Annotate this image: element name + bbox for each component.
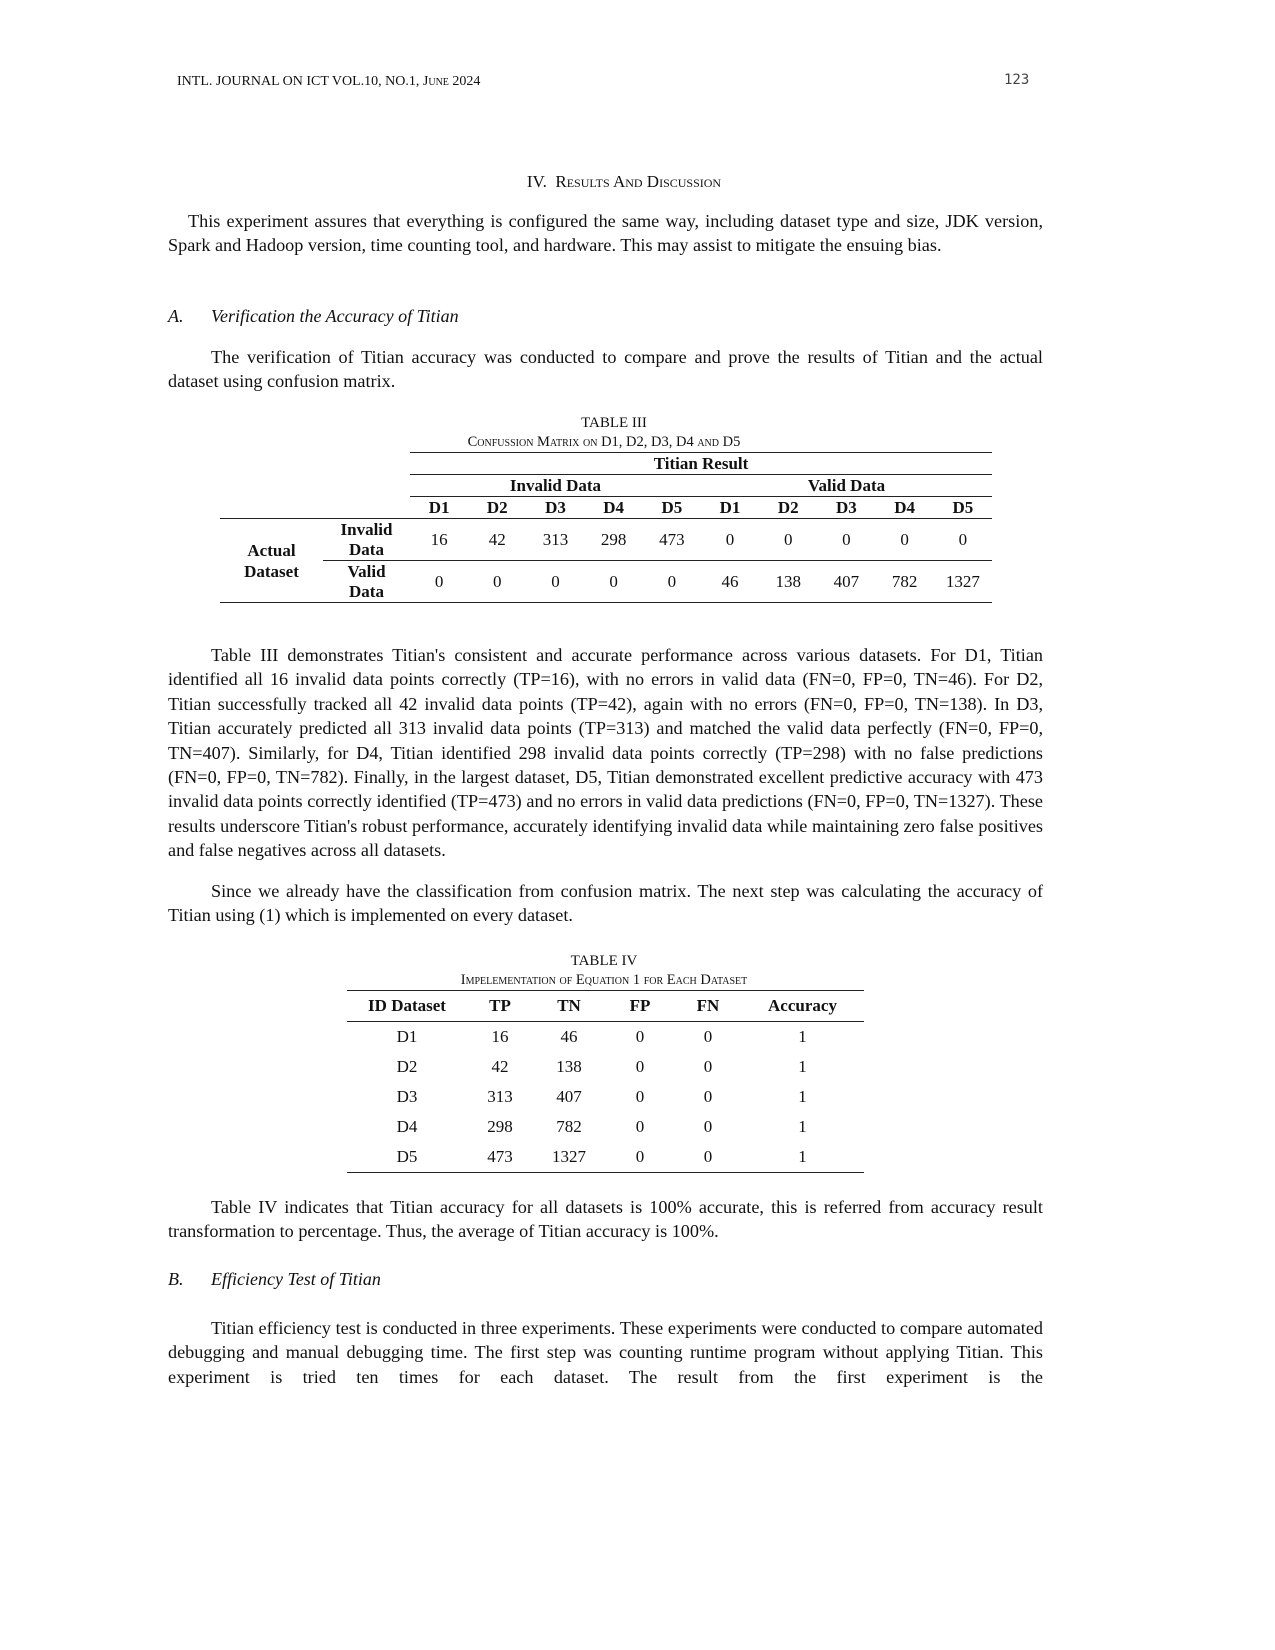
section-title: Results And Discussion [555, 172, 722, 191]
cell: 0 [759, 519, 817, 561]
table4-caption: Impelementation of Equation 1 for Each Dataset [460, 972, 748, 988]
subsection-a-heading [168, 306, 459, 327]
table-row [220, 561, 992, 603]
cell: D1 [396, 1027, 418, 1046]
cell: 0 [876, 519, 934, 561]
cell: 0 [635, 1087, 645, 1106]
accuracy-table [347, 990, 864, 1173]
cell: 1 [798, 1027, 807, 1046]
column-header: ID Dataset [368, 996, 446, 1015]
column-header: D4 [894, 497, 915, 517]
section-number: IV. [526, 172, 547, 191]
header-year: 2024 [448, 74, 481, 89]
table-row [347, 1112, 864, 1142]
cell: 46 [721, 571, 739, 591]
intro-paragraph: This experiment assures that everything is configured the same way, including dataset type and size, JDK version, Spark and Hadoop version, time counting tool, and hardware. This may assist to mitigate the ensuing bias. [168, 211, 1043, 256]
cell: 0 [701, 519, 759, 561]
table-row [347, 1142, 864, 1173]
cell: 0 [703, 1057, 713, 1076]
cell: 0 [703, 1117, 713, 1136]
paragraph: Table IV indicates that Titian accuracy for all datasets is 100% accurate, this is referred from accuracy result transformation to percentage. Thus, the average of Titian accuracy is 100%. [168, 1197, 1043, 1242]
cell: 16 [410, 519, 468, 561]
cell: 1 [798, 1057, 807, 1076]
cell: 407 [833, 571, 860, 591]
cell: 0 [434, 571, 444, 591]
running-header [177, 74, 480, 90]
cell: 473 [487, 1147, 513, 1166]
cell: 0 [635, 1147, 645, 1166]
cell: 473 [643, 519, 701, 561]
column-header: Accuracy [768, 996, 837, 1015]
column-header: D3 [836, 497, 857, 517]
cell: 407 [556, 1087, 582, 1106]
cell: 42 [468, 519, 526, 561]
column-header: D1 [719, 497, 741, 517]
cell: 0 [667, 571, 677, 591]
cell: 298 [487, 1117, 513, 1136]
cell: 0 [609, 571, 618, 591]
cell: 313 [526, 519, 584, 561]
cell: 0 [703, 1027, 713, 1046]
subsection-label: B. [168, 1269, 184, 1289]
cell: 138 [556, 1057, 582, 1076]
cell: 0 [635, 1027, 645, 1046]
column-header: D2 [486, 497, 508, 517]
cell: 1327 [945, 571, 980, 591]
cell: 0 [551, 571, 560, 591]
cell: 42 [491, 1057, 509, 1076]
sub-header: Valid Data [701, 475, 992, 497]
row-label: Invalid Data [323, 519, 410, 561]
cell: D2 [396, 1057, 418, 1076]
column-header: D5 [661, 497, 683, 517]
table-row [220, 519, 992, 561]
column-header: TN [557, 996, 581, 1015]
table4-label: TABLE IV [570, 953, 638, 969]
cell: 0 [493, 571, 502, 591]
table-row [347, 1082, 864, 1112]
cell: 0 [703, 1147, 713, 1166]
table-row [347, 1052, 864, 1082]
column-header: TP [489, 996, 511, 1015]
paragraph: Table III demonstrates Titian's consistent and accurate performance across various datasets. For D1, Titian identified all 16 invalid data points correctly (TP=16), with no errors in valid data (FN=0, FP=0, TN=46). For D2, Titian successfully tracked all 42 invalid data points (TP=42), again with no errors (FN=0, FP=0, TN=138). In D3, Titian accurately predicted all 313 invalid data points (TP=313) and matched the valid data perfectly (FN=0, FP=0, TN=407). Similarly, for D4, Titian identified 298 invalid data points correctly (TP=298) with no false predictions (FN=0, FP=0, TN=782). Finally, in the largest dataset, D5, Titian demonstrated excellent predictive accuracy with 473 invalid data points correctly identified (TP=473) and no errors in valid data predictions (FN=0, FP=0, TN=1327). These results underscore Titian's robust performance, accurately identifying invalid data while maintaining zero false positives and false negatives across all datasets. [168, 645, 1043, 861]
section-heading [0, 172, 1248, 192]
subsection-title: Verification the Accuracy of Titian [211, 306, 459, 326]
cell: 1 [798, 1117, 807, 1136]
cell: 0 [635, 1117, 645, 1136]
sub-header: Invalid Data [410, 475, 701, 497]
cell: 0 [934, 519, 992, 561]
cell: D5 [396, 1147, 418, 1166]
cell: 0 [635, 1057, 645, 1076]
paragraph: The verification of Titian accuracy was conducted to compare and prove the results of Titian and the actual dataset using confusion matrix. [168, 347, 1043, 392]
subsection-label: A. [168, 306, 184, 326]
column-header: D4 [603, 497, 625, 517]
cell: 1 [798, 1087, 807, 1106]
header-month: June [422, 74, 449, 89]
row-group-label: Actual Dataset [220, 519, 323, 603]
column-header: D1 [428, 497, 450, 517]
paragraph: Titian efficiency test is conducted in three experiments. These experiments were conducted to compare automated debugging and manual debugging time. The first step was counting runtime program without applying Titian. This experiment is tried ten times for each dataset. The result from the first experiment is the [168, 1318, 1043, 1387]
subsection-title: Efficiency Test of Titian [211, 1269, 381, 1289]
page-number: 123 [1004, 72, 1030, 88]
row-label: Valid Data [347, 561, 386, 601]
cell: 1 [798, 1147, 807, 1166]
confusion-matrix-table [220, 452, 992, 603]
cell: 46 [560, 1027, 578, 1046]
column-header: FP [629, 996, 651, 1015]
group-header: Titian Result [410, 453, 992, 475]
cell: 16 [491, 1027, 509, 1046]
cell: 298 [585, 519, 643, 561]
column-header: D5 [952, 497, 974, 517]
table3-label: TABLE III [581, 415, 647, 431]
journal-name: INTL. JOURNAL ON ICT VOL.10, NO.1, [177, 74, 423, 89]
table-row [347, 1022, 864, 1053]
column-header: D3 [545, 497, 566, 517]
column-header: FN [696, 996, 720, 1015]
cell: 138 [775, 571, 801, 591]
cell: D4 [396, 1117, 418, 1136]
cell: D3 [396, 1087, 418, 1106]
cell: 1327 [552, 1147, 586, 1166]
column-header: D2 [777, 497, 799, 517]
table3-caption: Confussion Matrix on D1, D2, D3, D4 and D5 [467, 434, 741, 450]
cell: 782 [891, 571, 918, 591]
cell: 313 [487, 1087, 513, 1106]
paragraph: Since we already have the classification from confusion matrix. The next step was calculating the accuracy of Titian using (1) which is implemented on every dataset. [168, 881, 1043, 926]
cell: 782 [556, 1117, 582, 1136]
cell: 0 [817, 519, 875, 561]
subsection-b-heading [168, 1269, 381, 1290]
cell: 0 [703, 1087, 713, 1106]
